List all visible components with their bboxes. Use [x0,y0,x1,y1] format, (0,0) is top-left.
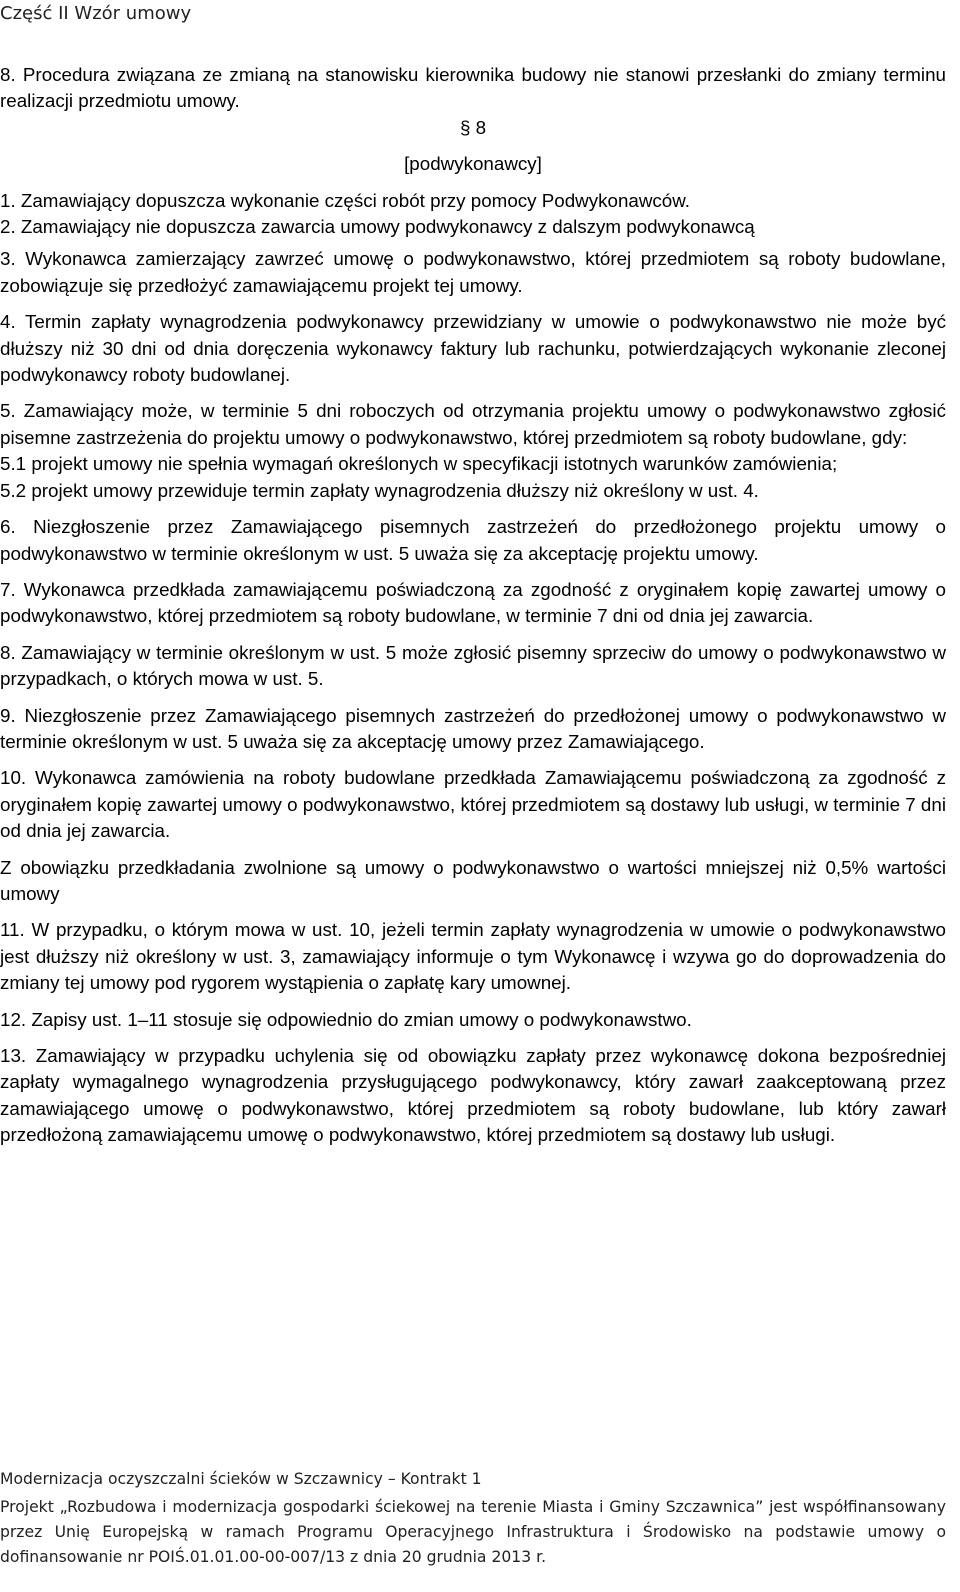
paragraph-13: 13. Zamawiający w przypadku uchylenia się od obowiązku zapłaty przez wykonawcę dokona bezpośredniej zapłaty wymagalnego wynagrodzenia przysługującego podwykonawcy, który zawarł zaakceptowaną przez zamawiającego umowę o podwykonawstwo, której przedmiotem są roboty budowlane, lub który zawarł przedłożoną zamawiającemu umowę o podwykonawstwo, której przedmiotem są dostawy lub usługi. [0,1045,946,1146]
paragraph-12: 12. Zapisy ust. 1–11 stosuje się odpowiednio do zmian umowy o podwykonawstwo. [0,1008,692,1030]
section-title: [podwykonawcy] [404,153,542,175]
paragraph-9: 9. Niezgłoszenie przez Zamawiającego pisemnych zastrzeżeń do przedłożonej umowy o podwykonawstwo w terminie określonym w ust. 5 uważa się za akceptację umowy przez Zamawiającego. [0,704,946,752]
paragraph-10: 10. Wykonawca zamówienia na roboty budowlane przedkłada Zamawiającemu poświadczoną za zgodność z oryginałem kopię zawartej umowy o podwykonawstwo, której przedmiotem są dostawy lub usługi, w terminie 7 dni od dnia jej zawarcia. [0,767,946,842]
footer-contract-title: Modernizacja oczyszczalni ścieków w Szczawnicy – Kontrakt 1 [0,1470,482,1488]
paragraph-7: 7. Wykonawca przedkłada zamawiającemu poświadczoną za zgodność z oryginałem kopię zawartej umowy o podwykonawstwo, której przedmiotem są roboty budowlane, w terminie 7 dni od dnia jej zawarcia. [0,578,946,627]
footer-funding-note: Projekt „Rozbudowa i modernizacja gospodarki ściekowej na terenie Miasta i Gminy Szczawnica” jest współfinansowany przez Unię Europejską w ramach Programu Operacyjnego Infrastruktura i Środowisko na podstawie umowy o dofinansowanie nr POIŚ.01.01.00-00-007/13 z dnia 20 grudnia 2013 r. [0,1498,946,1566]
paragraph-8: 8. Zamawiający w terminie określonym w ust. 5 może zgłosić pisemny sprzeciw do umowy o podwykonawstwo w przypadkach, o których mowa w ust. 5. [0,641,946,690]
page-footer [0,1467,946,1570]
paragraph-8-previous: 8. Procedura związana ze zmianą na stanowisku kierownika budowy nie stanowi przesłanki do zmiany terminu realizacji przedmiotu umowy. [0,64,946,112]
paragraph-10-note: Z obowiązku przedkładania zwolnione są umowy o podwykonawstwo o wartości mniejszej niż 0,5% wartości umowy [0,856,946,904]
paragraph-5-2: 5.2 projekt umowy przewiduje termin zapłaty wynagrodzenia dłuższy niż określony w ust. 4. [0,479,759,501]
paragraph-5-1: 5.1 projekt umowy nie spełnia wymagań określonych w specyfikacji istotnych warunków zamówienia; [0,453,838,475]
paragraph-5: 5. Zamawiający może, w terminie 5 dni roboczych od otrzymania projektu umowy o podwykonawstwo zgłosić pisemne zastrzeżenia do projektu umowy o podwykonawstwo, której przedmiotem są roboty budowlane, gdy: [0,400,946,448]
paragraph-1: 1. Zamawiający dopuszcza wykonanie części robót przy pomocy Podwykonawców. [0,189,690,211]
paragraph-2: 2. Zamawiający nie dopuszcza zawarcia umowy podwykonawcy z dalszym podwykonawcą [0,216,755,238]
document-part-title: Część II Wzór umowy [0,3,192,24]
paragraph-4: 4. Termin zapłaty wynagrodzenia podwykonawcy przewidziany w umowie o podwykonawstwo nie może być dłuższy niż 30 dni od dnia doręczenia wykonawcy faktury lub rachunku, potwierdzających wykonanie zleconej podwykonawcy roboty budowlanej. [0,311,946,386]
paragraph-6: 6. Niezgłoszenie przez Zamawiającego pisemnych zastrzeżeń do przedłożonego projektu umowy o podwykonawstwo w terminie określonym w ust. 5 uważa się za akceptację projektu umowy. [0,516,946,564]
document-body [0,62,946,1159]
paragraph-3: 3. Wykonawca zamierzający zawrzeć umowę o podwykonawstwo, której przedmiotem są roboty budowlane, zobowiązuje się przedłożyć zamawiającemu projekt tej umowy. [0,248,946,296]
section-number: § 8 [459,116,487,138]
paragraph-11: 11. W przypadku, o którym mowa w ust. 10, jeżeli termin zapłaty wynagrodzenia w umowie o podwykonawstwo jest dłuższy niż określony w ust. 3, zamawiający informuje o tym Wykonawcę i wzywa go do doprowadzenia do zmiany tej umowy pod rygorem wystąpienia o zapłatę kary umownej. [0,919,946,994]
page-header [0,0,191,28]
